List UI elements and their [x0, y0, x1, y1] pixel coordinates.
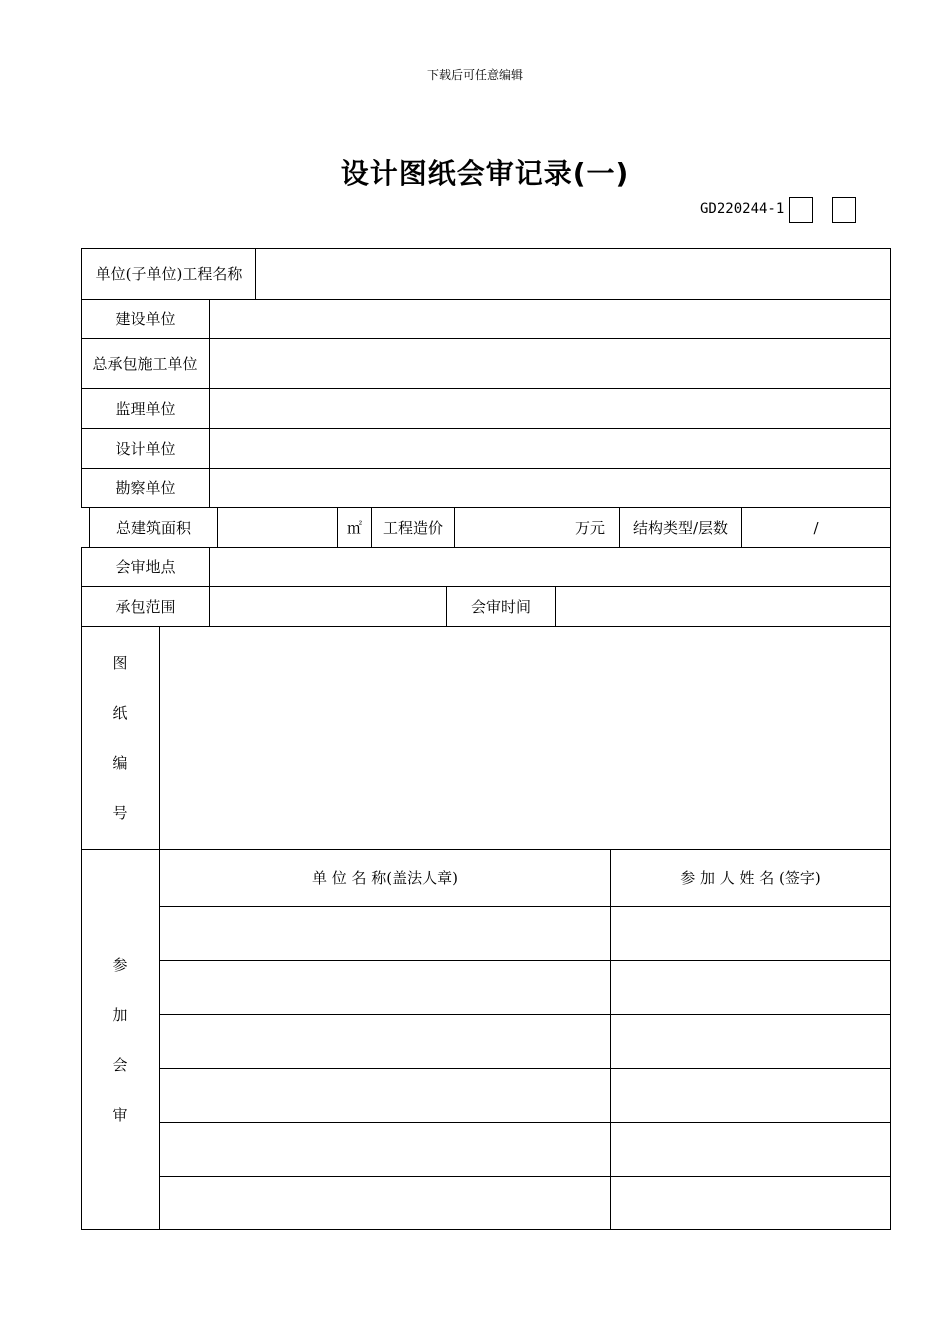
checkbox-2[interactable] — [832, 197, 856, 223]
participants-char-3: 会 — [112, 1056, 128, 1074]
total-area-field[interactable] — [218, 508, 337, 547]
project-cost-label: 工程造价 — [382, 518, 443, 537]
unit-name-row[interactable] — [160, 907, 610, 960]
form-code: GD220244-1 — [700, 201, 785, 217]
general-contractor-field[interactable] — [210, 339, 890, 388]
design-unit-label: 设计单位 — [115, 439, 176, 458]
header-note: 下载后可任意编辑 — [426, 68, 523, 82]
construction-unit-label: 建设单位 — [115, 310, 176, 328]
project-name-label: 单位(子单位)工程名称 — [95, 265, 243, 283]
cost-unit-label: 万元 — [574, 518, 605, 537]
area-unit-label: ㎡ — [346, 518, 362, 537]
attendee-row[interactable] — [611, 961, 890, 1014]
design-unit-field[interactable] — [210, 429, 890, 468]
total-area-label: 总建筑面积 — [115, 518, 191, 537]
supervision-unit-field[interactable] — [210, 389, 890, 428]
structure-type-value[interactable]: / — [813, 518, 819, 537]
attendee-row[interactable] — [611, 1069, 890, 1122]
contract-scope-field[interactable] — [210, 587, 446, 626]
review-location-label: 会审地点 — [115, 558, 176, 576]
review-time-label: 会审时间 — [470, 597, 531, 616]
unit-name-row[interactable] — [160, 1177, 610, 1229]
attendee-row[interactable] — [611, 1015, 890, 1068]
drawing-number-char-2: 纸 — [112, 704, 128, 722]
drawing-number-char-3: 编 — [112, 754, 128, 772]
unit-name-row[interactable] — [160, 1015, 610, 1068]
project-name-field[interactable] — [256, 249, 890, 299]
unit-name-header: 单 位 名 称(盖法人章) — [311, 869, 458, 887]
review-time-field[interactable] — [556, 587, 890, 626]
participants-char-1: 参 — [112, 956, 128, 974]
drawing-number-char-4: 号 — [112, 804, 128, 822]
attendee-row[interactable] — [611, 1177, 890, 1229]
attendee-row[interactable] — [611, 907, 890, 960]
contract-scope-label: 承包范围 — [115, 597, 176, 616]
drawing-number-char-1: 图 — [112, 654, 128, 672]
survey-unit-field[interactable] — [210, 469, 890, 507]
review-location-field[interactable] — [210, 548, 890, 586]
structure-type-label: 结构类型/层数 — [632, 518, 729, 537]
survey-unit-label: 勘察单位 — [115, 479, 176, 497]
general-contractor-label: 总承包施工单位 — [92, 354, 198, 373]
attendee-row[interactable] — [611, 1123, 890, 1176]
participants-char-2: 加 — [112, 1006, 128, 1024]
page-title: 设计图纸会审记录(一) — [340, 157, 630, 190]
unit-name-row[interactable] — [160, 961, 610, 1014]
unit-name-row[interactable] — [160, 1069, 610, 1122]
drawing-number-field[interactable] — [160, 627, 890, 849]
unit-name-row[interactable] — [160, 1123, 610, 1176]
supervision-unit-label: 监理单位 — [115, 399, 176, 418]
attendee-header: 参 加 人 姓 名 (签字) — [680, 869, 821, 887]
participants-char-4: 审 — [112, 1106, 128, 1124]
construction-unit-field[interactable] — [210, 300, 890, 338]
checkbox-1[interactable] — [789, 197, 813, 223]
